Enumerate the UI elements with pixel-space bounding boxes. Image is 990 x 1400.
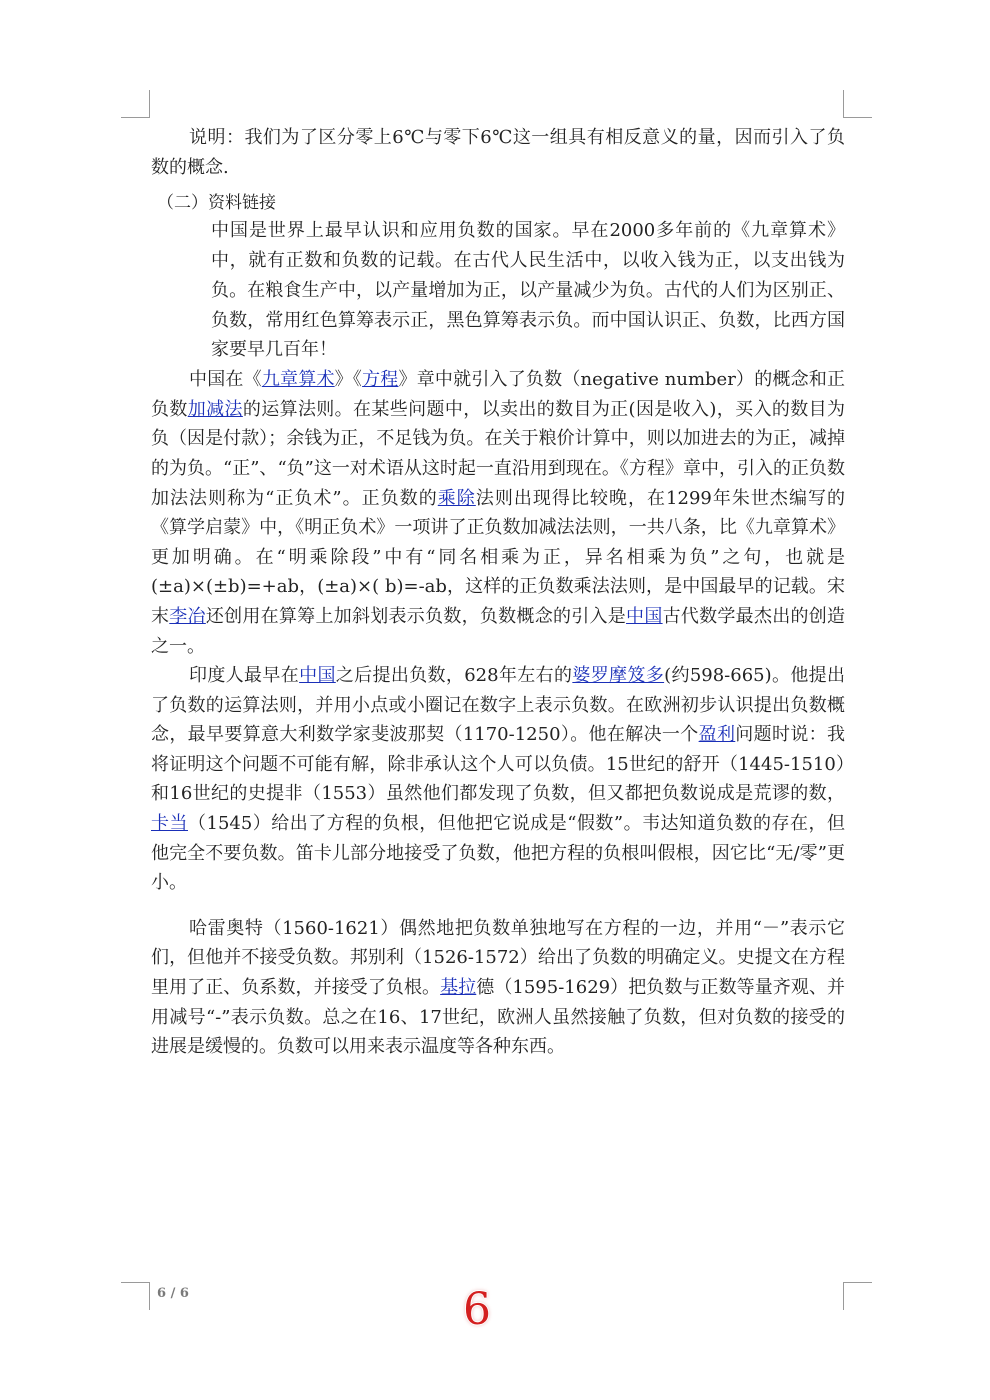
text-run: 》《 [334,369,363,391]
history-paragraph-india-europe [151,661,845,898]
text-run: 法则出现得比较晚，在1299年朱世杰编写的《算学启蒙》中，《明正负术》一项讲了正负数加减法法则，一共八条，比《九章算术》更加明确。在“明乘除段”中有“同名相乘为正，异名相乘为负”之句，也就是(±a)×(±b)=+ab，(±a)×( b)=-ab，这样的正负数乘法法则，是中国最早的记载。宋末 [151,487,845,627]
crop-mark-bottom-right-v [843,1282,844,1310]
text-run: 印度人最早在 [189,665,300,687]
text-run: 哈雷奥特（1560-1621）偶然地把负数单独地写在方程的一边，并用“－”表示它们，但他并不接受负数。邦别利（1526-1572）给出了负数的明确定义。史提文在方程里用了正、负系数，并接受了负根。 [151,917,845,999]
crop-mark-top-right-v [843,90,844,118]
link-fangcheng[interactable]: 方程 [362,369,399,391]
section-heading: （二）资料链接 [157,193,276,214]
history-paragraph-china [151,365,845,661]
link-jiuzhang-suanshu[interactable]: 九章算术 [261,369,335,391]
text-run: 的运算法则。在某些问题中，以卖出的数目为正(因是收入)，买入的数目为负（因是付款）；余钱为正，不足钱为负。在关于粮价计算中，则以加进去的为正，减掉的为负。“正”、“负”这一对术语从这时起一直沿用到现在。《方程》章中，引入的正负数加法法则称为“正负术”。正负数的 [151,398,846,509]
text-run: （1545）给出了方程的负根，但他把它说成是“假数”。韦达知道负数的存在，但他完全不要负数。笛卡儿部分地接受了负数，他把方程的负根叫假根，因它比“无/零”更小。 [151,813,846,894]
boxed-excerpt [151,216,845,365]
page-number-badge: 6 [463,1284,491,1335]
link-zhongguo[interactable]: 中国 [626,605,663,627]
boxed-paragraph: 中国是世界上最早认识和应用负数的国家。早在2000多年前的《九章算术》中，就有正数和负数的记载。在古代人民生活中，以收入钱为正，以支出钱为负。在粮食生产中，以产量增加为正，以产量减少为负。古代的人们为区别正、负数，常用红色算筹表示正，黑色算筹表示负。而中国认识正、负数，比西方国家要早几百年！ [211,220,845,361]
crop-mark-top-left-h [121,117,150,118]
link-jiajianfa[interactable]: 加减法 [187,398,243,420]
crop-mark-bottom-left-v [149,1282,150,1310]
document-body [151,123,845,1062]
crop-mark-top-right-h [843,117,872,118]
text-run: 德（1595-1629）把负数与正数等量齐观、并用减号“-”表示负数。总之在16、17世纪，欧洲人虽然接触了负数，但对负数的接受的进展是缓慢的。负数可以用来表示温度等各种东西。 [151,977,846,1058]
crop-mark-top-left-v [149,90,150,118]
text-run: 》章中就引入了负数（negative number）的概念和正负数 [151,369,846,420]
link-li-ye[interactable]: 李冶 [169,605,206,627]
link-zhongguo-2[interactable]: 中国 [299,665,336,687]
note-paragraph: 说明：我们为了区分零上6℃与零下6℃这一组具有相反意义的量，因而引入了负数的概念. [151,127,845,178]
link-chengchu[interactable]: 乘除 [437,487,476,509]
paragraph-spacer [151,898,845,914]
text-run: 中国在《 [189,369,262,391]
link-yingli[interactable]: 盈利 [698,724,736,746]
text-run: 古代数学最杰出的创造之一。 [151,605,846,657]
history-paragraph-harriot [151,914,845,1062]
link-cardano[interactable]: 卡当 [151,813,188,835]
text-run: (约598-665)。他提出了负数的运算法则，并用小点或小圈记在数字上表示负数。在欧洲初步认识提出负数概念，最早要算意大利数学家斐波那契（1170-1250）。他在解决一个 [151,665,846,746]
link-girard[interactable]: 基拉 [440,977,477,999]
text-run: 问题时说：我将证明这个问题不可能有解，除非承认这个人可以负债。15世纪的舒开（1445-1510）和16世纪的史提非（1553）虽然他们都发现了负数，但又都把负数说成是荒谬的数， [151,724,846,805]
crop-mark-bottom-right-h [843,1282,872,1283]
link-brahmagupta[interactable]: 婆罗摩笈多 [572,665,665,687]
text-run: 还创用在算筹上加斜划表示负数，负数概念的引入是 [205,605,627,627]
text-run: 之后提出负数，628年左右的 [335,665,573,687]
crop-mark-bottom-left-h [121,1282,150,1283]
page-indicator: 6 / 6 [157,1286,189,1301]
